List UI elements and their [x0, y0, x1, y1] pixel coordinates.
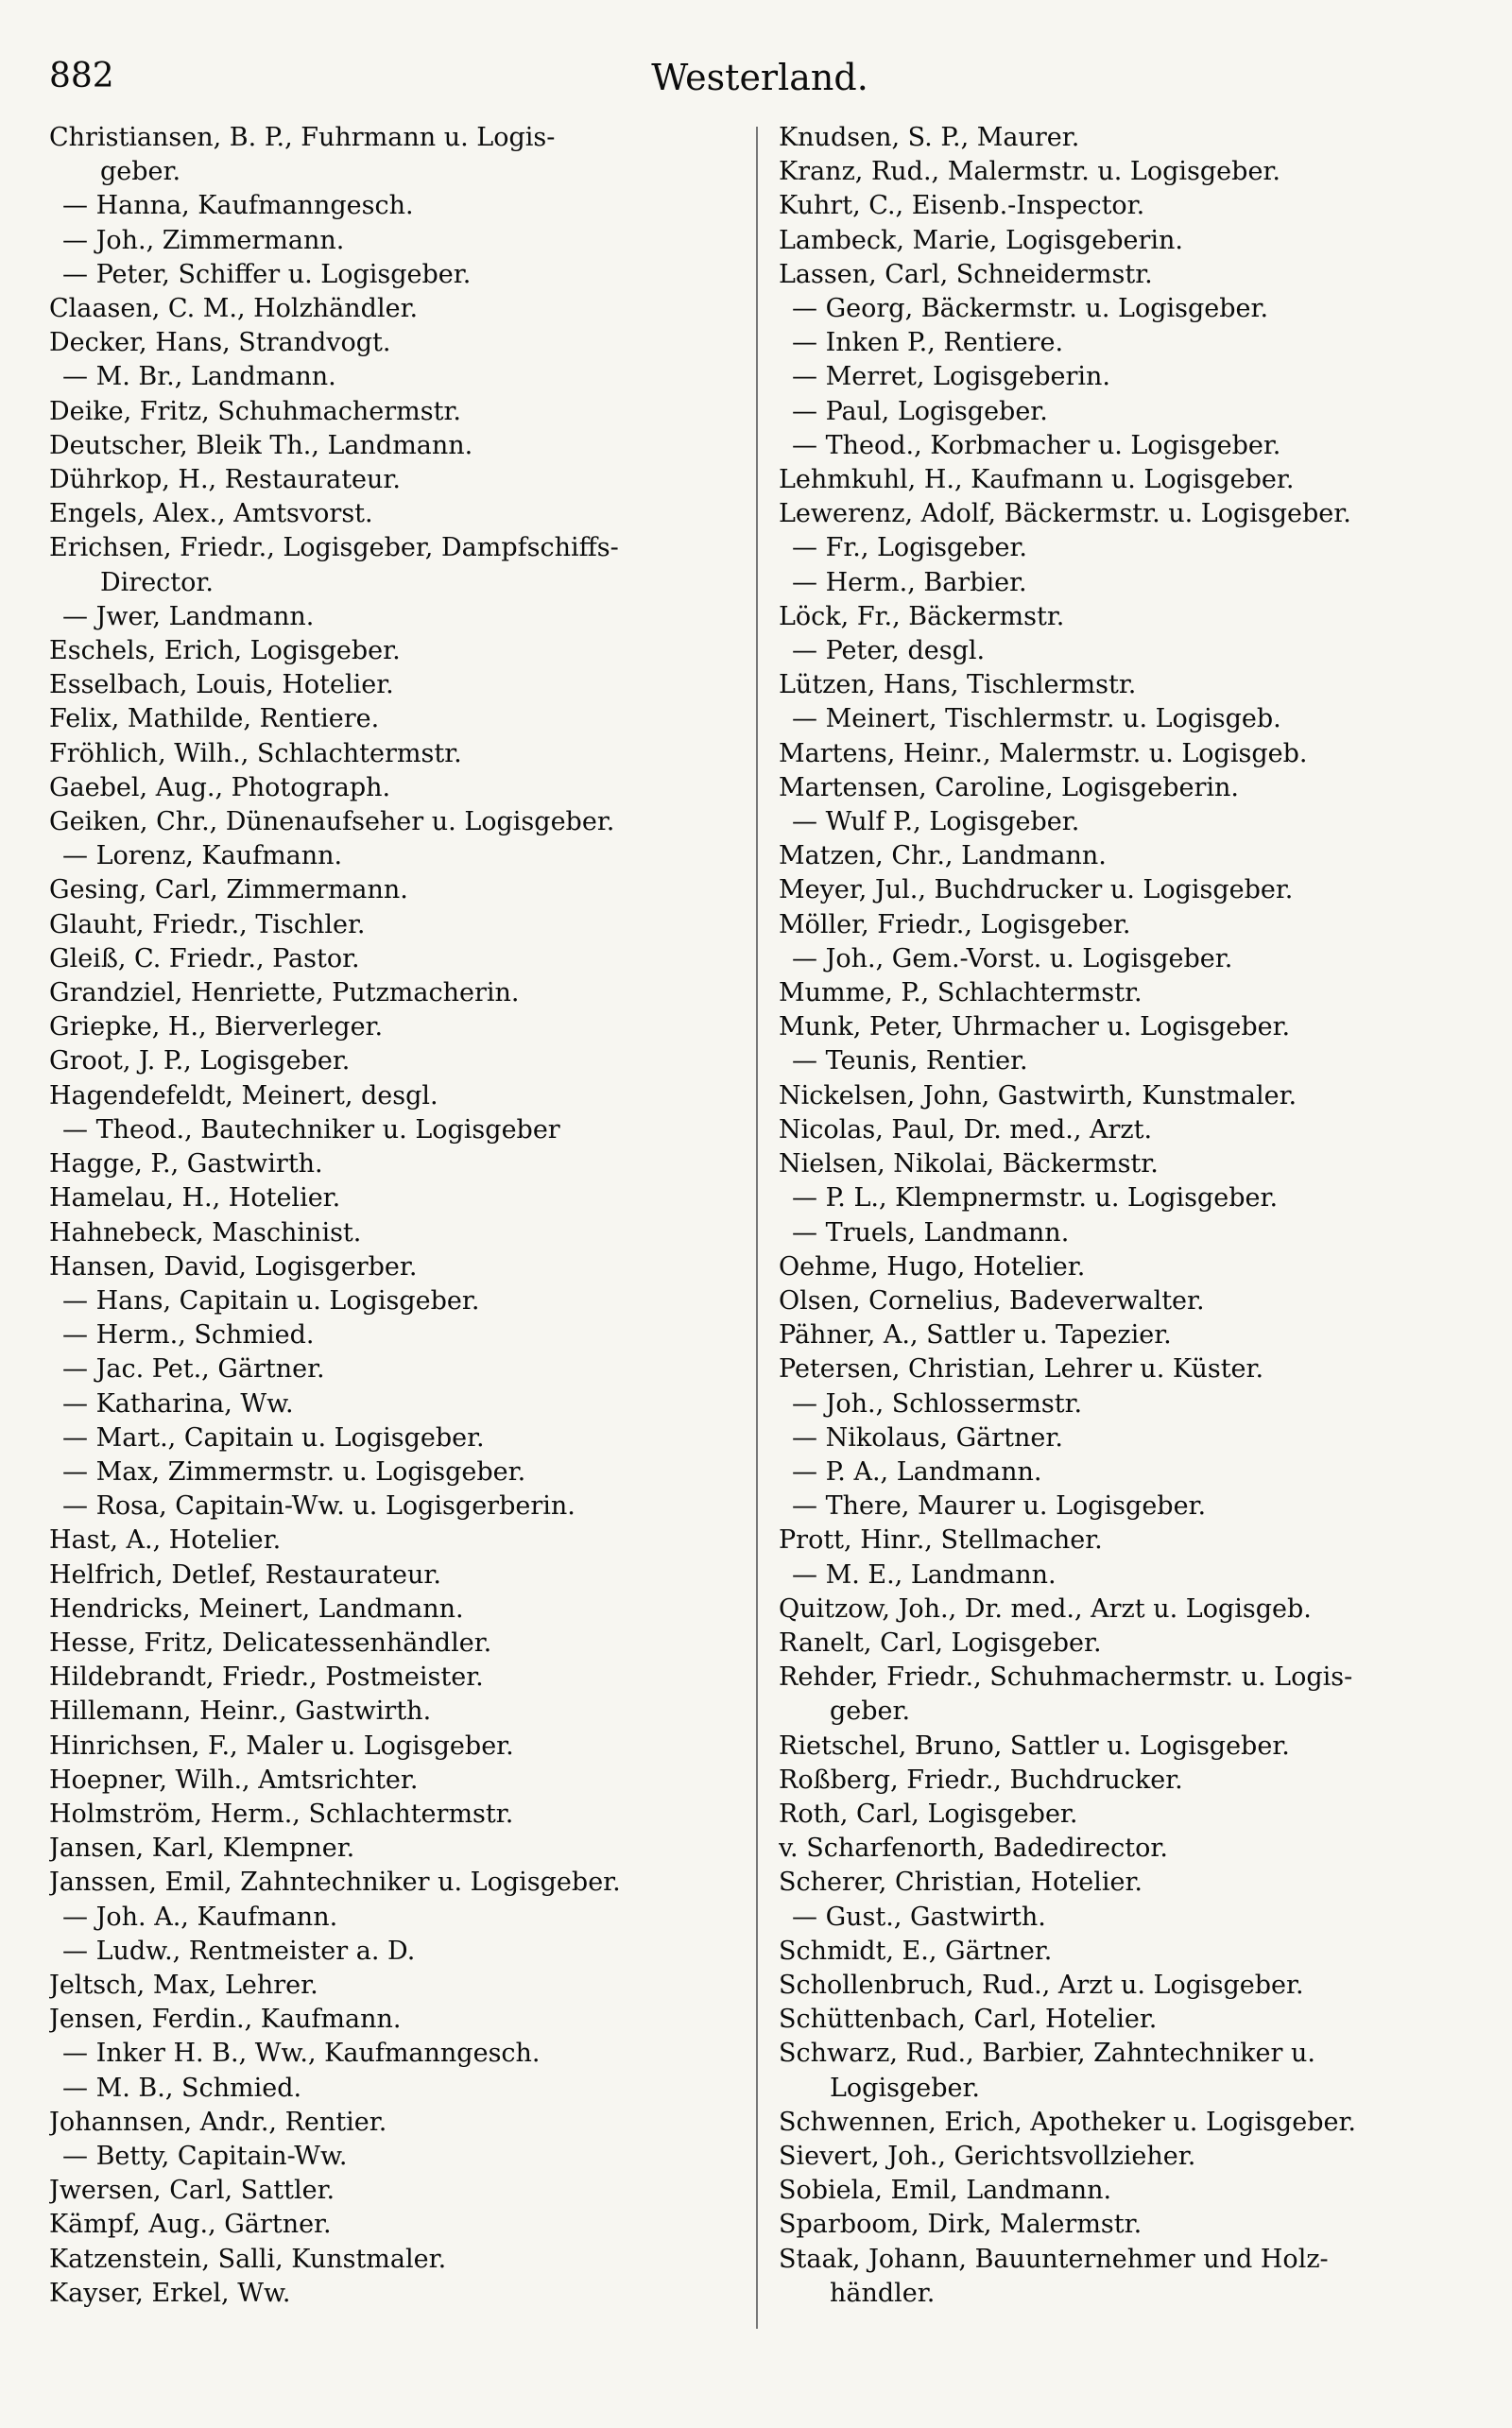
running-head: Westerland.: [651, 57, 868, 98]
directory-entry: Hesse, Fritz, Delicatessenhändler.: [49, 1627, 492, 1658]
directory-entry: Hansen, David, Logisgerber.: [49, 1251, 418, 1282]
directory-entry: Kämpf, Aug., Gärtner.: [49, 2210, 332, 2240]
directory-entry: Engels, Alex., Amtsvorst.: [49, 499, 373, 529]
directory-entry: — M. Br., Landmann.: [62, 362, 336, 392]
directory-entry: — Herm., Schmied.: [62, 1320, 315, 1351]
directory-columns: [49, 121, 1470, 2329]
directory-entry: Katzenstein, Salli, Kunstmaler.: [49, 2244, 447, 2274]
directory-entry: Olsen, Cornelius, Badeverwalter.: [779, 1285, 1205, 1316]
directory-entry: Nicolas, Paul, Dr. med., Arzt.: [779, 1114, 1153, 1145]
directory-entry: Löck, Fr., Bäckermstr.: [779, 601, 1065, 631]
directory-entry: — There, Maurer u. Logisgeber.: [792, 1491, 1207, 1522]
directory-entry: Möller, Friedr., Logisgeber.: [779, 909, 1131, 939]
directory-entry: Claasen, C. M., Holzhändler.: [49, 294, 419, 324]
directory-entry: Sparboom, Dirk, Malermstr.: [779, 2210, 1143, 2240]
directory-entry: Groot, J. P., Logisgeber.: [49, 1046, 351, 1076]
directory-entry: — Fr., Logisgeber.: [792, 533, 1028, 563]
directory-entry: — Joh., Gem.-Vorst. u. Logisgeber.: [792, 943, 1233, 973]
directory-entry: Hahnebeck, Maschinist.: [49, 1217, 362, 1248]
directory-entry: — Peter, desgl.: [792, 636, 986, 666]
directory-entry: v. Scharfenorth, Badedirector.: [779, 1834, 1168, 1864]
directory-entry: — Jac. Pet., Gärtner.: [62, 1354, 325, 1385]
directory-entry: Rietschel, Bruno, Sattler u. Logisgeber.: [779, 1731, 1290, 1761]
directory-entry: Roßberg, Friedr., Buchdrucker.: [779, 1765, 1183, 1795]
page-number: 882: [49, 57, 114, 95]
directory-entry: Logisgeber.: [830, 2073, 981, 2103]
directory-entry: Mumme, P., Schlachtermstr.: [779, 978, 1143, 1008]
directory-entry: Hoepner, Wilh., Amtsrichter.: [49, 1765, 419, 1795]
directory-entry: Sobiela, Emil, Landmann.: [779, 2176, 1112, 2206]
directory-entry: Johannsen, Andr., Rentier.: [49, 2107, 387, 2137]
directory-entry: Lassen, Carl, Schneidermstr.: [779, 259, 1153, 289]
directory-entry: Lambeck, Marie, Logisgeberin.: [779, 225, 1183, 255]
directory-entry: Schüttenbach, Carl, Hotelier.: [779, 2005, 1158, 2035]
directory-entry: Rehder, Friedr., Schuhmachermstr. u. Logis-: [779, 1662, 1353, 1693]
directory-entry: Meyer, Jul., Buchdrucker u. Logisgeber.: [779, 875, 1294, 905]
directory-entry: Janssen, Emil, Zahntechniker u. Logisgeber.: [49, 1868, 621, 1898]
directory-entry: — Hans, Capitain u. Logisgeber.: [62, 1285, 480, 1316]
directory-entry: — Paul, Logisgeber.: [792, 396, 1048, 426]
directory-entry: Hildebrandt, Friedr., Postmeister.: [49, 1662, 484, 1693]
directory-entry: Scherer, Christian, Hotelier.: [779, 1868, 1143, 1898]
directory-entry: — M. B., Schmied.: [62, 2073, 302, 2103]
directory-entry: Gesing, Carl, Zimmermann.: [49, 875, 408, 905]
directory-entry: Hamelau, H., Hotelier.: [49, 1183, 341, 1214]
directory-entry: Hagendefeldt, Meinert, desgl.: [49, 1080, 438, 1111]
directory-entry: geber.: [100, 157, 181, 187]
directory-entry: Kuhrt, C., Eisenb.-Inspector.: [779, 191, 1145, 221]
directory-entry: Griepke, H., Bierverleger.: [49, 1012, 384, 1042]
directory-entry: Quitzow, Joh., Dr. med., Arzt u. Logisgeb.: [779, 1593, 1312, 1624]
directory-entry: Hillemann, Heinr., Gastwirth.: [49, 1696, 432, 1727]
directory-entry: Eschels, Erich, Logisgeber.: [49, 636, 401, 666]
directory-entry: — Merret, Logisgeberin.: [792, 362, 1111, 392]
directory-entry: Jensen, Ferdin., Kaufmann.: [49, 2005, 402, 2035]
directory-entry: — Joh. A., Kaufmann.: [62, 1902, 338, 1932]
directory-entry: Holmström, Herm., Schlachtermstr.: [49, 1799, 514, 1829]
directory-entry: Fröhlich, Wilh., Schlachtermstr.: [49, 738, 462, 768]
directory-entry: Pähner, A., Sattler u. Tapezier.: [779, 1320, 1172, 1351]
directory-entry: Christiansen, B. P., Fuhrmann u. Logis-: [49, 123, 556, 152]
directory-entry: Lützen, Hans, Tischlermstr.: [779, 670, 1137, 700]
directory-entry: Staak, Johann, Bauunternehmer und Holz-: [779, 2244, 1329, 2274]
directory-entry: — Truels, Landmann.: [792, 1217, 1070, 1248]
directory-entry: Schwennen, Erich, Apotheker u. Logisgeber.: [779, 2107, 1356, 2137]
directory-entry: — Hanna, Kaufmanngesch.: [62, 191, 414, 221]
directory-entry: — Theod., Korbmacher u. Logisgeber.: [792, 430, 1281, 460]
directory-entry: — Teunis, Rentier.: [792, 1046, 1028, 1076]
directory-entry: Petersen, Christian, Lehrer u. Küster.: [779, 1354, 1264, 1385]
directory-entry: — P. L., Klempnermstr. u. Logisgeber.: [792, 1183, 1279, 1214]
directory-entry: Decker, Hans, Strandvogt.: [49, 328, 391, 358]
directory-entry: Lewerenz, Adolf, Bäckermstr. u. Logisgeber.: [779, 499, 1351, 529]
directory-entry: Hast, A., Hotelier.: [49, 1525, 282, 1556]
directory-entry: — Peter, Schiffer u. Logisgeber.: [62, 259, 472, 289]
directory-entry: — Herm., Barbier.: [792, 567, 1027, 597]
directory-entry: — Inken P., Rentiere.: [792, 328, 1064, 358]
directory-entry: Knudsen, S. P., Maurer.: [779, 123, 1080, 152]
directory-entry: — Joh., Zimmermann.: [62, 225, 345, 255]
directory-entry: Lehmkuhl, H., Kaufmann u. Logisgeber.: [779, 465, 1295, 495]
directory-entry: Hagge, P., Gastwirth.: [49, 1149, 323, 1180]
directory-entry: Schmidt, E., Gärtner.: [779, 1936, 1053, 1966]
directory-entry: Jansen, Karl, Klempner.: [49, 1834, 355, 1864]
directory-entry: Kayser, Erkel, Ww.: [49, 2278, 291, 2308]
directory-entry: Martens, Heinr., Malermstr. u. Logisgeb.: [779, 738, 1308, 768]
directory-entry: Deutscher, Bleik Th., Landmann.: [49, 430, 473, 460]
directory-entry: Gaebel, Aug., Photograph.: [49, 772, 391, 802]
directory-entry: Oehme, Hugo, Hotelier.: [779, 1251, 1086, 1282]
directory-entry: Jwersen, Carl, Sattler.: [49, 2176, 335, 2206]
directory-entry: — Lorenz, Kaufmann.: [62, 841, 343, 871]
directory-entry: — Georg, Bäckermstr. u. Logisgeber.: [792, 294, 1269, 324]
directory-entry: — Betty, Capitain-Ww.: [62, 2141, 348, 2171]
directory-entry: Geiken, Chr., Dünenaufseher u. Logisgeber.: [49, 807, 615, 837]
directory-entry: — Nikolaus, Gärtner.: [792, 1422, 1063, 1453]
directory-entry: Dührkop, H., Restaurateur.: [49, 465, 401, 495]
directory-entry: Roth, Carl, Logisgeber.: [779, 1799, 1078, 1829]
directory-entry: Felix, Mathilde, Rentiere.: [49, 704, 380, 734]
directory-entry: Erichsen, Friedr., Logisgeber, Dampfschiffs-: [49, 533, 619, 563]
directory-entry: geber.: [830, 1696, 911, 1727]
directory-entry: Schwarz, Rud., Barbier, Zahntechniker u.: [779, 2039, 1315, 2069]
directory-entry: Gleiß, C. Friedr., Pastor.: [49, 943, 360, 973]
directory-entry: Hinrichsen, F., Maler u. Logisgeber.: [49, 1731, 514, 1761]
directory-entry: — Ludw., Rentmeister a. D.: [62, 1936, 416, 1966]
directory-entry: Jeltsch, Max, Lehrer.: [49, 1970, 318, 2000]
directory-entry: — Wulf P., Logisgeber.: [792, 807, 1080, 837]
directory-entry: Nickelsen, John, Gastwirth, Kunstmaler.: [779, 1080, 1297, 1111]
directory-entry: Director.: [100, 567, 214, 597]
page-header: [49, 38, 1470, 104]
directory-entry: Martensen, Caroline, Logisgeberin.: [779, 772, 1239, 802]
directory-entry: — Max, Zimmermstr. u. Logisgeber.: [62, 1456, 526, 1487]
directory-entry: Matzen, Chr., Landmann.: [779, 841, 1107, 871]
directory-entry: Deike, Fritz, Schuhmachermstr.: [49, 396, 461, 426]
directory-entry: Glauht, Friedr., Tischler.: [49, 909, 366, 939]
directory-entry: — Mart., Capitain u. Logisgeber.: [62, 1422, 485, 1453]
directory-entry: — Katharina, Ww.: [62, 1388, 294, 1419]
directory-entry: — Theod., Bautechniker u. Logisgeber: [62, 1114, 560, 1145]
directory-entry: Grandziel, Henriette, Putzmacherin.: [49, 978, 520, 1008]
directory-entry: händler.: [830, 2278, 936, 2308]
directory-entry: — Inker H. B., Ww., Kaufmanngesch.: [62, 2039, 541, 2069]
directory-entry: Helfrich, Detlef, Restaurateur.: [49, 1559, 441, 1590]
directory-entry: Kranz, Rud., Malermstr. u. Logisgeber.: [779, 157, 1280, 187]
directory-entry: Hendricks, Meinert, Landmann.: [49, 1593, 464, 1624]
directory-entry: Esselbach, Louis, Hotelier.: [49, 670, 394, 700]
directory-entry: Schollenbruch, Rud., Arzt u. Logisgeber.: [779, 1970, 1304, 2000]
directory-entry: — Joh., Schlossermstr.: [792, 1388, 1083, 1419]
right-column: [758, 121, 1465, 2329]
directory-entry: — Jwer, Landmann.: [62, 601, 315, 631]
directory-entry: — Meinert, Tischlermstr. u. Logisgeb.: [792, 704, 1281, 734]
directory-entry: — Gust., Gastwirth.: [792, 1902, 1046, 1932]
left-column: [49, 121, 756, 2329]
directory-entry: — M. E., Landmann.: [792, 1559, 1057, 1590]
directory-entry: Sievert, Joh., Gerichtsvollzieher.: [779, 2141, 1196, 2171]
directory-entry: — Rosa, Capitain-Ww. u. Logisgerberin.: [62, 1491, 576, 1522]
directory-entry: Prott, Hinr., Stellmacher.: [779, 1525, 1103, 1556]
directory-entry: Ranelt, Carl, Logisgeber.: [779, 1627, 1102, 1658]
directory-entry: Munk, Peter, Uhrmacher u. Logisgeber.: [779, 1012, 1291, 1042]
directory-entry: — P. A., Landmann.: [792, 1456, 1042, 1487]
directory-entry: Nielsen, Nikolai, Bäckermstr.: [779, 1149, 1159, 1180]
